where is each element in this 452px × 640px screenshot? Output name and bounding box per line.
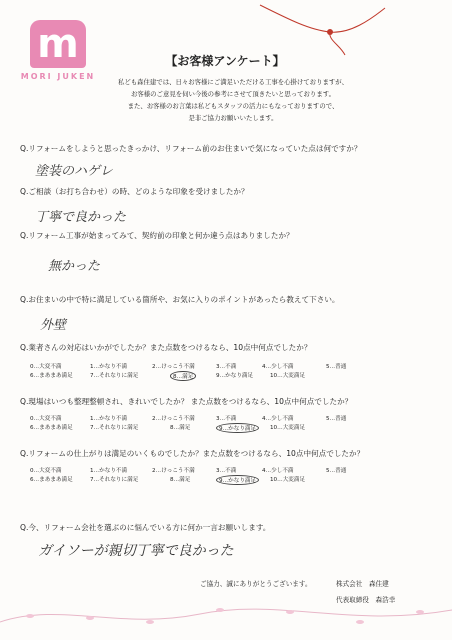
rating-option[interactable]: 3…不満 [216,416,237,422]
intro-line: お客様のご意見を伺い今後の参考にさせて頂きたいと思っております。 [131,90,335,98]
question-8: Q.今、リフォーム会社を選ぶのに悩んでいる方に何か一言お願いします。 [20,523,271,532]
rating-option[interactable]: 2…けっこう不満 [152,364,195,370]
rating-option[interactable]: 8…満足 [170,425,191,431]
rating-option[interactable]: 3…不満 [216,468,237,474]
page-title: 【お客様アンケート】 [165,54,285,68]
answer-1: 塗装のハゲレ [35,164,113,179]
intro-text [98,76,368,124]
rating-option[interactable]: 7…それなりに満足 [90,477,139,483]
rating-option[interactable]: 1…かなり不満 [90,364,128,370]
rating-option-selected[interactable]: 8…満足 [170,371,196,381]
logo-mark: m [30,20,86,68]
rating-option[interactable]: 6…まあまあ満足 [30,477,73,483]
rating-option[interactable]: 2…けっこう不満 [152,416,195,422]
intro-line: また、お客様のお言葉は私どもスタッフの活力にもなっておりますので、 [127,102,339,110]
question-3: Q.リフォーム工事が始まってみて、契約前の印象と何か違う点はありましたか？ [20,231,294,240]
closing-text: ご協力、誠にありがとうございます。 [200,580,312,588]
logo-text: MORI JUKEN [20,72,96,81]
rating-option-selected[interactable]: 9…かなり満足 [216,475,259,485]
rating-option[interactable]: 2…けっこう不満 [152,468,195,474]
rating-option[interactable]: 10…大変満足 [270,425,306,431]
question-5: Q.業者さんの対応はいかがでしたか？また点数をつけるなら、10点中何点でしたか？ [20,343,312,352]
answer-4: 外壁 [40,318,67,333]
question-6: Q.現場はいつも整理整頓され、きれいでしたか？ また点数をつけるなら、10点中何点でしたか？ [20,397,353,406]
ribbon-decoration [250,0,390,60]
rating-option[interactable]: 0…大変不満 [30,468,62,474]
answer-8: ガイソーが親切丁寧で良かった [38,543,234,559]
rating-option[interactable]: 9…かなり満足 [216,373,254,379]
company-name: 株式会社 森住建 [336,580,389,588]
answer-3: 無かった [48,259,101,274]
rating-option[interactable]: 5…普通 [326,468,347,474]
intro-line: 是非ご協力お願いいたします。 [188,114,278,122]
rating-option[interactable]: 6…まあまあ満足 [30,373,73,379]
representative-name: 代表取締役 森浩幸 [336,596,396,604]
rating-option[interactable]: 7…それなりに満足 [90,425,139,431]
company-logo [12,20,104,90]
rating-option[interactable]: 5…普通 [326,416,347,422]
question-7: Q.リフォームの仕上がりは満足のいくものでしたか？また点数をつけるなら、10点中何点でしたか？ [20,449,365,458]
rating-option[interactable]: 5…普通 [326,364,347,370]
answer-2: 丁寧で良かった [35,210,127,225]
rating-option[interactable]: 3…不満 [216,364,237,370]
intro-line: 私ども森住建では、日々お客様にご満足いただける工事を心掛けておりますが、 [117,78,349,86]
rating-option[interactable]: 0…大変不満 [30,416,62,422]
rating-option[interactable]: 0…大変不満 [30,364,62,370]
rating-option[interactable]: 4…少し不満 [262,364,294,370]
rating-option[interactable]: 10…大変満足 [270,477,306,483]
rating-option[interactable]: 4…少し不満 [262,468,294,474]
rating-option[interactable]: 1…かなり不満 [90,468,128,474]
rating-option[interactable]: 8…満足 [170,477,191,483]
rating-option[interactable]: 4…少し不満 [262,416,294,422]
question-1: Q.リフォームをしようと思ったきっかけ、リフォーム前のお住まいで気になっていた点は何ですか？ [20,144,362,153]
rating-option[interactable]: 7…それなりに満足 [90,373,139,379]
question-2: Q.ご相談（お打ち合わせ）の時、どのような印象を受けましたか？ [20,187,249,196]
rating-option[interactable]: 1…かなり不満 [90,416,128,422]
rating-option-selected[interactable]: 9…かなり満足 [216,423,259,433]
vine-decoration [0,592,452,632]
question-4: Q.お住まいの中で特に満足している箇所や、お気に入りのポイントがあったら教えて下さい。 [20,295,340,304]
rating-option[interactable]: 6…まあまあ満足 [30,425,73,431]
rating-option[interactable]: 10…大変満足 [270,373,306,379]
